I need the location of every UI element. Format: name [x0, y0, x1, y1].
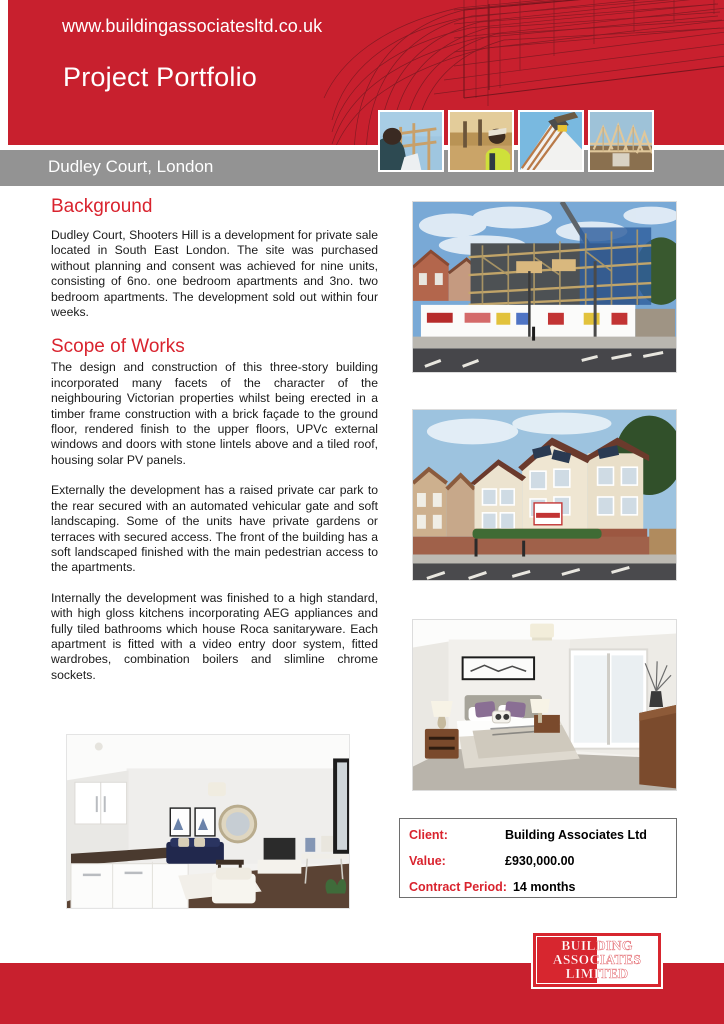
logo-frame	[536, 936, 658, 984]
header-thumbnail-strip	[378, 110, 654, 172]
project-details-box	[399, 818, 677, 898]
heading-background: Background	[51, 196, 153, 217]
paragraph-background-1: Dudley Court, Shooters Hill is a development for private sale located in South East London. The site was purchased without planning and consent was achieved for nine units, consisting of 6no. one bedroom apartments and 3no. two bedroom apartments. The development sold out within four weeks.	[51, 228, 378, 320]
website-url[interactable]: www.buildingassociatesltd.co.uk	[62, 16, 323, 36]
paragraph-scope-2: Externally the development has a raised private car park to the rear secured with an automated vehicular gate and soft landscaping. Some of the units have private gardens or terraces with secured access. The front of the building has a soft landscaped finished with the main pedestrian access to the apartments.	[51, 483, 378, 575]
value-label: Value:	[409, 854, 446, 868]
paragraph-scope-1: The design and construction of this three-story building incorporated many facets of the character of the neighbouring Victorian properties whilst being erected in a timber frame construction with a brick façade to the ground floor, rendered finish to the upper floors, UPVc external windows and doors with stone lintels above and a tiled roof, housing solar PV panels.	[51, 360, 378, 467]
bedroom-interior-photo	[412, 619, 677, 791]
logo-line-associates: ASSOCIATES	[552, 952, 642, 968]
thumbnail-interior-site-worker	[448, 110, 514, 172]
kitchen-living-room-photo	[66, 734, 350, 909]
client-label: Client:	[409, 828, 448, 842]
paragraph-scope-3: Internally the development was finished to a high standard, with high gloss kitchens incorporating AEG appliances and fully tiled bathrooms which house Roca sanitaryware. Each apartment is fitted with a video entry door system, fitted wardrobes, combination boilers and slimline chrome sockets.	[51, 590, 378, 682]
details-row-value	[409, 854, 676, 868]
thumbnail-roof-trusses	[588, 110, 654, 172]
heading-scope-of-works: Scope of Works	[51, 336, 185, 358]
thumbnail-timber-frame-worker	[378, 110, 444, 172]
thumbnail-roof-tiling	[518, 110, 584, 172]
page-title: Project Portfolio	[63, 62, 257, 92]
details-row-client	[409, 828, 676, 842]
value-amount: £930,000.00	[505, 854, 575, 868]
completed-building-photo	[412, 409, 677, 581]
details-row-contract-period	[409, 880, 676, 894]
logo-line-limited: LIMITED	[565, 965, 629, 981]
contract-period-label: Contract Period:	[409, 880, 507, 894]
contract-period-value: 14 months	[512, 880, 576, 894]
logo-wordmark	[537, 937, 657, 983]
company-logo	[531, 931, 663, 989]
logo-line-building: BUILDING	[561, 938, 633, 954]
content-text-column	[51, 196, 378, 683]
construction-scaffolding-photo	[412, 201, 677, 373]
client-value: Building Associates Ltd	[505, 828, 647, 842]
project-subtitle: Dudley Court, London	[48, 157, 214, 176]
